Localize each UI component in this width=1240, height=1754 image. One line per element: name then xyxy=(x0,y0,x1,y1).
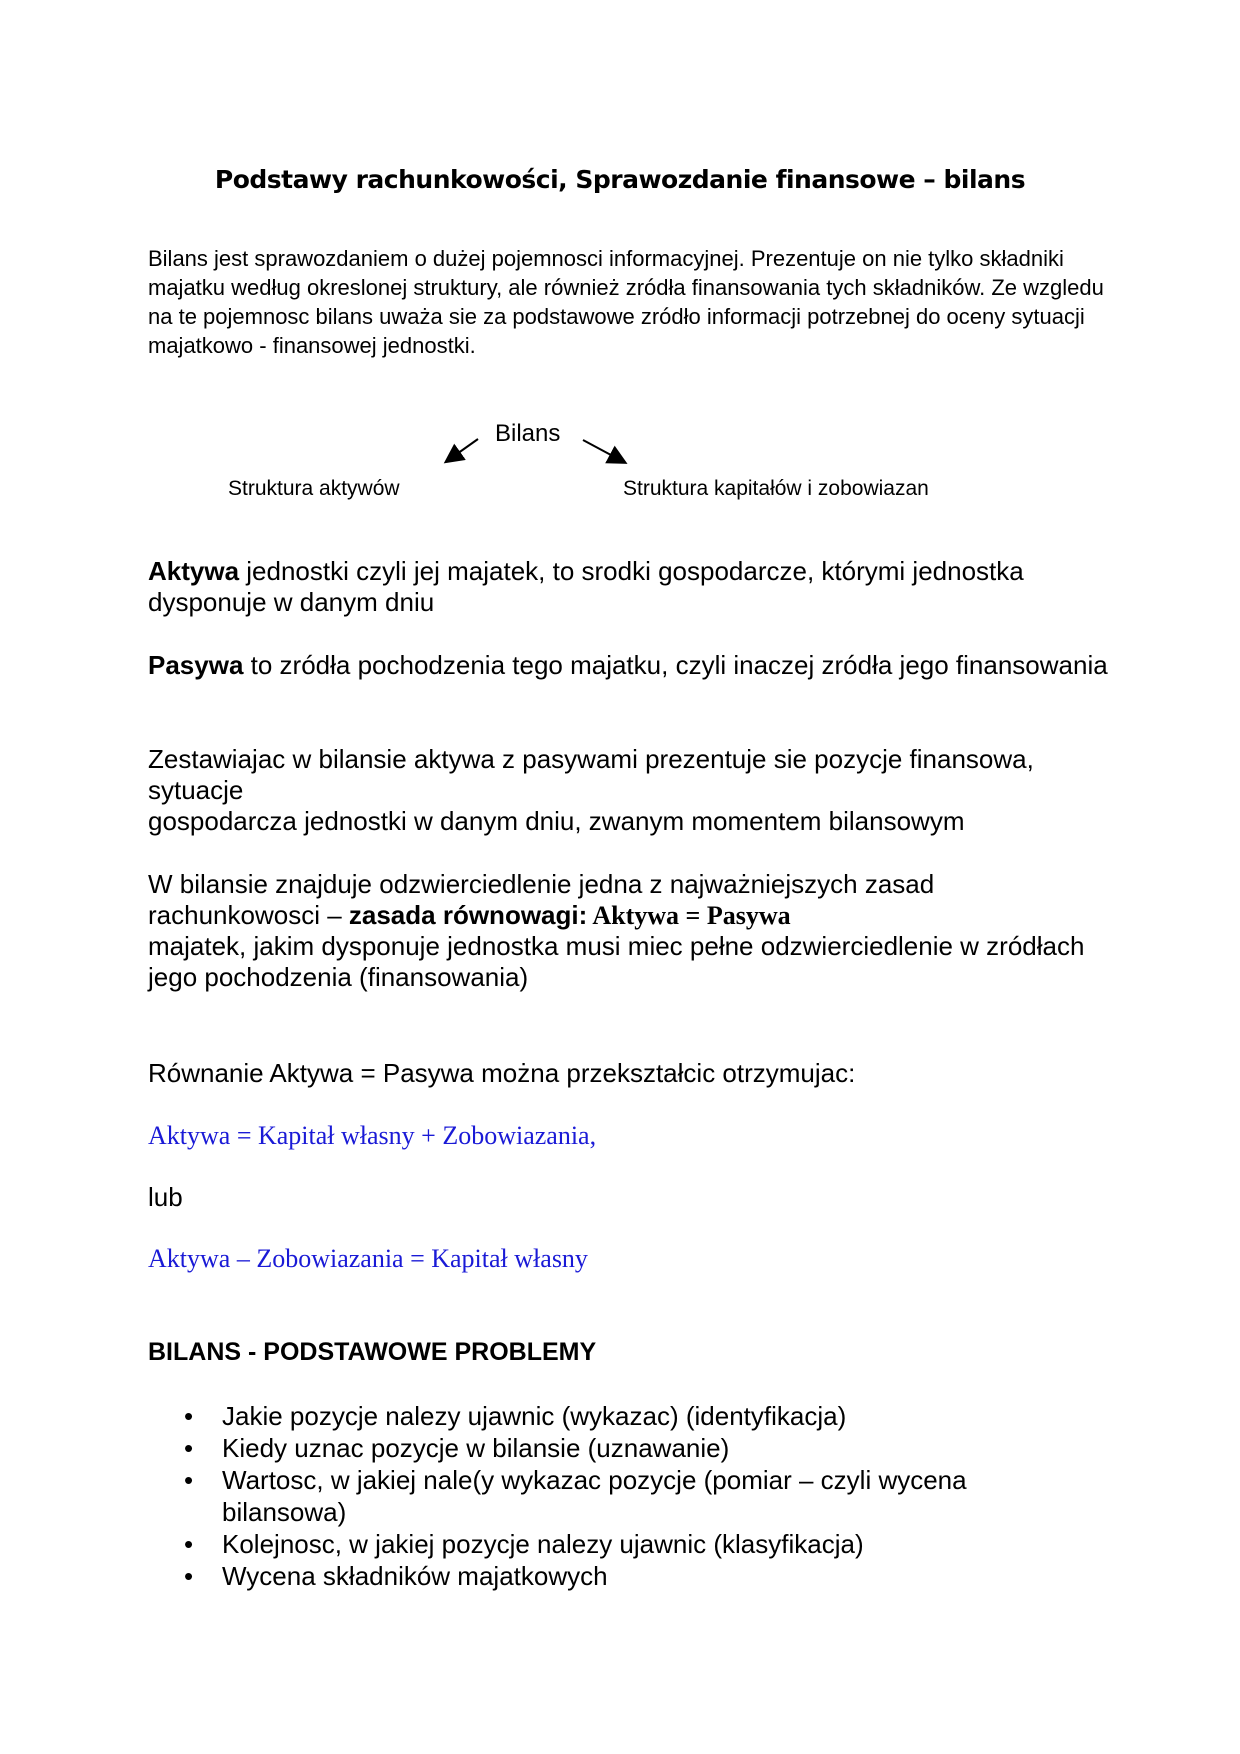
zestawiajac-paragraph xyxy=(148,744,1108,837)
list-item-text: Kolejnosc, w jakiej pozycje nalezy ujawnic (klasyfikacja) xyxy=(222,1529,864,1559)
rownowaga-line4: jego pochodzenia (finansowania) xyxy=(148,962,529,992)
pasywa-text: to zródła pochodzenia tego majatku, czyli inaczej zródła jego finansowania xyxy=(243,650,1108,680)
bullet-icon: • xyxy=(184,1529,194,1559)
rownowaga-paragraph xyxy=(148,869,1108,993)
aktywa-term: Aktywa xyxy=(148,556,240,586)
list-item xyxy=(148,1400,1048,1432)
diagram-right-label: Struktura kapitałów i zobowiazan xyxy=(623,477,929,500)
pasywa-paragraph xyxy=(148,650,1108,681)
list-item-text: Jakie pozycje nalezy ujawnic (wykazac) (identyfikacja) xyxy=(222,1401,847,1431)
lub-text: lub xyxy=(148,1182,183,1212)
intro-paragraph: Bilans jest sprawozdaniem o dużej pojemnosci informacyjnej. Prezentuje on nie tylko składniki majatku według okreslonej struktury, ale również zródła finansowania tych składników. Ze wzgledu na te pojemnosc bilans uważa sie za podstawowe zródło informacji potrzebnej do oceny sytuacji majatkowo - finansowej jednostki. xyxy=(148,246,1104,358)
formula-1: Aktywa = Kapitał własny + Zobowiazania, xyxy=(148,1121,597,1150)
rownowaga-line1: W bilansie znajduje odzwierciedlenie jedna z najważniejszych zasad xyxy=(148,869,935,899)
rownowaga-line2 xyxy=(148,900,1108,931)
list-item-text: Wycena składników majatkowych xyxy=(222,1561,608,1591)
zestawiajac-line3: gospodarcza jednostki w danym dniu, zwanym momentem bilansowym xyxy=(148,806,965,836)
rownanie-paragraph: Równanie Aktywa = Pasywa można przekształcic otrzymujac: xyxy=(148,1058,856,1088)
zestawiajac-line1: Zestawiajac w bilansie aktywa z pasywami prezentuje sie pozycje finansowa, xyxy=(148,744,1034,774)
list-item xyxy=(148,1528,1048,1560)
list-item-text: Kiedy uznac pozycje w bilansie (uznawanie) xyxy=(222,1433,730,1463)
section-heading: BILANS - PODSTAWOWE PROBLEMY xyxy=(148,1338,597,1366)
aktywa-paragraph xyxy=(148,556,1108,618)
page-title: Podstawy rachunkowości, Sprawozdanie finansowe – bilans xyxy=(214,164,1026,194)
list-item xyxy=(148,1464,1048,1528)
rownowaga-prefix: rachunkowosci – xyxy=(148,900,349,930)
diagram-arrows xyxy=(0,412,1240,512)
list-item-text: Wartosc, w jakiej nale(y wykazac pozycje (pomiar – czyli wycena bilansowa) xyxy=(222,1465,967,1527)
rule-name: zasada równowagi: xyxy=(348,900,588,930)
problems-list xyxy=(148,1400,1048,1592)
diagram-root-label: Bilans xyxy=(495,420,561,447)
bullet-icon: • xyxy=(184,1561,194,1591)
list-item xyxy=(148,1560,1048,1592)
list-item xyxy=(148,1432,1048,1464)
bilans-diagram xyxy=(0,412,1240,512)
diagram-left-label: Struktura aktywów xyxy=(228,477,400,500)
bullet-icon: • xyxy=(184,1401,194,1431)
pasywa-term: Pasywa xyxy=(148,650,244,680)
formula-2: Aktywa – Zobowiazania = Kapitał własny xyxy=(148,1244,588,1273)
bullet-icon: • xyxy=(184,1465,194,1495)
bullet-icon: • xyxy=(184,1433,194,1463)
arrow-left-icon xyxy=(447,439,478,461)
aktywa-text: jednostki czyli jej majatek, to srodki gospodarcze, którymi jednostka dysponuje w danym dniu xyxy=(148,556,1024,617)
arrow-right-icon xyxy=(583,440,624,462)
zestawiajac-line2: sytuacje xyxy=(148,775,244,805)
rownowaga-line3: majatek, jakim dysponuje jednostka musi miec pełne odzwierciedlenie w zródłach xyxy=(148,931,1085,961)
rule-formula: Aktywa = Pasywa xyxy=(587,901,791,930)
